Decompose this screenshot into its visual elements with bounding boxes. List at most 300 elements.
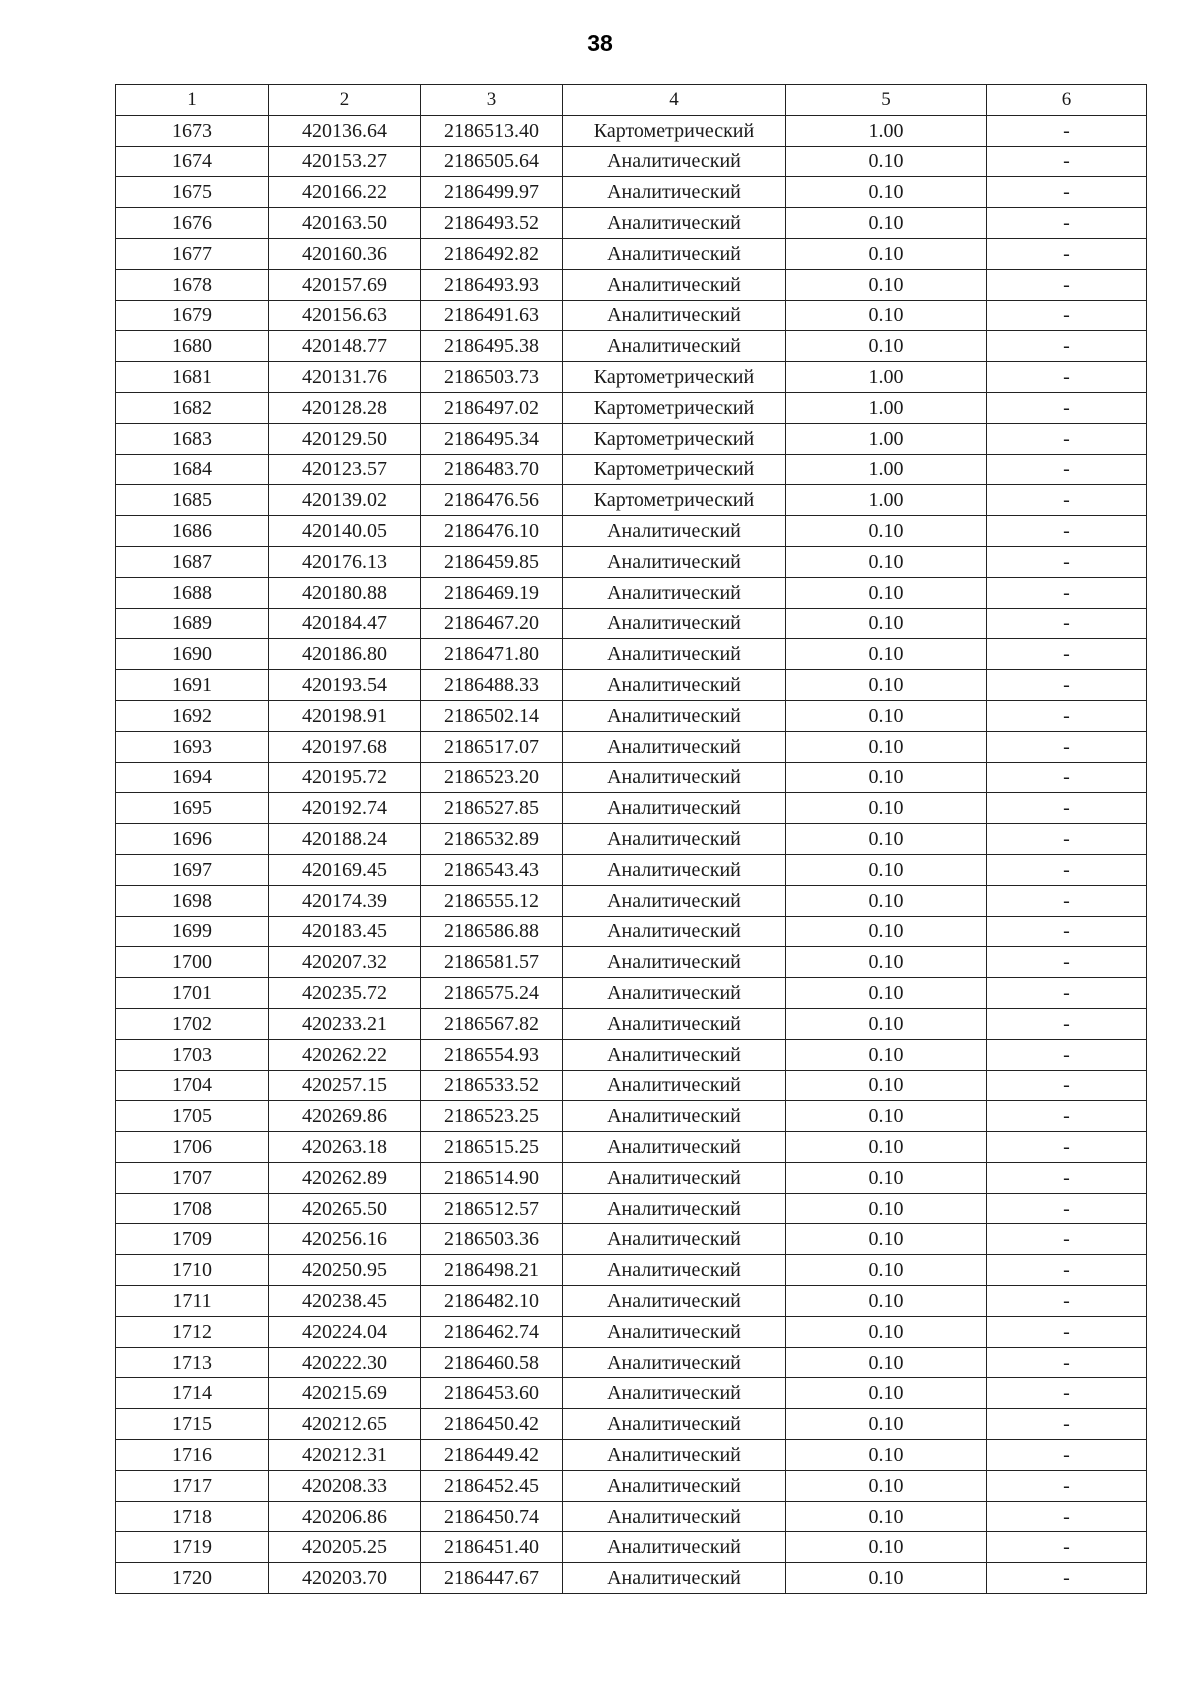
accuracy-cell: 0.10 [786,854,987,885]
y-coordinate-cell: 2186523.25 [421,1101,563,1132]
description-cell: - [987,1563,1147,1594]
x-coordinate-cell: 420153.27 [269,146,421,177]
point-number-cell: 1706 [116,1132,269,1163]
column-header-2: 2 [269,85,421,116]
description-cell: - [987,454,1147,485]
method-cell: Аналитический [563,978,786,1009]
y-coordinate-cell: 2186482.10 [421,1286,563,1317]
point-number-cell: 1720 [116,1563,269,1594]
method-cell: Аналитический [563,1193,786,1224]
description-cell: - [987,392,1147,423]
y-coordinate-cell: 2186515.25 [421,1132,563,1163]
x-coordinate-cell: 420160.36 [269,238,421,269]
table-row [116,331,1147,362]
x-coordinate-cell: 420198.91 [269,700,421,731]
point-number-cell: 1702 [116,1008,269,1039]
y-coordinate-cell: 2186476.56 [421,485,563,516]
table-row [116,1255,1147,1286]
x-coordinate-cell: 420128.28 [269,392,421,423]
accuracy-cell: 0.10 [786,731,987,762]
point-number-cell: 1677 [116,238,269,269]
table-row [116,854,1147,885]
table-row [116,269,1147,300]
y-coordinate-cell: 2186447.67 [421,1563,563,1594]
description-cell: - [987,115,1147,146]
column-header-1: 1 [116,85,269,116]
x-coordinate-cell: 420205.25 [269,1532,421,1563]
point-number-cell: 1697 [116,854,269,885]
table-row [116,700,1147,731]
column-header-3: 3 [421,85,563,116]
accuracy-cell: 0.10 [786,916,987,947]
table-row [116,300,1147,331]
method-cell: Аналитический [563,1224,786,1255]
x-coordinate-cell: 420206.86 [269,1501,421,1532]
x-coordinate-cell: 420257.15 [269,1070,421,1101]
description-cell: - [987,269,1147,300]
x-coordinate-cell: 420256.16 [269,1224,421,1255]
description-cell: - [987,639,1147,670]
accuracy-cell: 0.10 [786,762,987,793]
description-cell: - [987,331,1147,362]
method-cell: Аналитический [563,1409,786,1440]
description-cell: - [987,485,1147,516]
x-coordinate-cell: 420262.89 [269,1162,421,1193]
table-row [116,115,1147,146]
point-number-cell: 1719 [116,1532,269,1563]
method-cell: Аналитический [563,238,786,269]
point-number-cell: 1705 [116,1101,269,1132]
accuracy-cell: 0.10 [786,1101,987,1132]
table-row [116,1440,1147,1471]
accuracy-cell: 0.10 [786,577,987,608]
method-cell: Аналитический [563,1316,786,1347]
point-number-cell: 1681 [116,362,269,393]
description-cell: - [987,1532,1147,1563]
table-row [116,1378,1147,1409]
method-cell: Аналитический [563,916,786,947]
table-row [116,392,1147,423]
y-coordinate-cell: 2186492.82 [421,238,563,269]
x-coordinate-cell: 420215.69 [269,1378,421,1409]
accuracy-cell: 0.10 [786,1470,987,1501]
table-row [116,824,1147,855]
description-cell: - [987,1378,1147,1409]
x-coordinate-cell: 420197.68 [269,731,421,762]
accuracy-cell: 0.10 [786,208,987,239]
description-cell: - [987,1440,1147,1471]
point-number-cell: 1689 [116,608,269,639]
x-coordinate-cell: 420184.47 [269,608,421,639]
method-cell: Аналитический [563,1039,786,1070]
accuracy-cell: 1.00 [786,115,987,146]
table-row [116,238,1147,269]
x-coordinate-cell: 420183.45 [269,916,421,947]
x-coordinate-cell: 420176.13 [269,546,421,577]
x-coordinate-cell: 420140.05 [269,516,421,547]
point-number-cell: 1687 [116,546,269,577]
method-cell: Аналитический [563,1101,786,1132]
accuracy-cell: 0.10 [786,146,987,177]
table-row [116,516,1147,547]
y-coordinate-cell: 2186462.74 [421,1316,563,1347]
method-cell: Аналитический [563,762,786,793]
table-header [116,85,1147,116]
accuracy-cell: 0.10 [786,1132,987,1163]
y-coordinate-cell: 2186503.73 [421,362,563,393]
description-cell: - [987,916,1147,947]
table-row [116,1101,1147,1132]
accuracy-cell: 0.10 [786,1501,987,1532]
table-row [116,885,1147,916]
x-coordinate-cell: 420136.64 [269,115,421,146]
x-coordinate-cell: 420212.31 [269,1440,421,1471]
description-cell: - [987,146,1147,177]
method-cell: Аналитический [563,1470,786,1501]
table-body [116,115,1147,1593]
table-row [116,577,1147,608]
point-number-cell: 1703 [116,1039,269,1070]
table-row [116,485,1147,516]
point-number-cell: 1684 [116,454,269,485]
accuracy-cell: 1.00 [786,485,987,516]
table-row [116,1470,1147,1501]
x-coordinate-cell: 420180.88 [269,577,421,608]
accuracy-cell: 1.00 [786,454,987,485]
table-row [116,546,1147,577]
accuracy-cell: 0.10 [786,1255,987,1286]
description-cell: - [987,1070,1147,1101]
x-coordinate-cell: 420238.45 [269,1286,421,1317]
y-coordinate-cell: 2186543.43 [421,854,563,885]
accuracy-cell: 0.10 [786,300,987,331]
point-number-cell: 1676 [116,208,269,239]
y-coordinate-cell: 2186498.21 [421,1255,563,1286]
y-coordinate-cell: 2186532.89 [421,824,563,855]
x-coordinate-cell: 420157.69 [269,269,421,300]
description-cell: - [987,793,1147,824]
y-coordinate-cell: 2186493.52 [421,208,563,239]
description-cell: - [987,700,1147,731]
accuracy-cell: 1.00 [786,362,987,393]
coordinates-table [115,84,1147,1594]
table-row [116,423,1147,454]
table-row [116,1162,1147,1193]
y-coordinate-cell: 2186581.57 [421,947,563,978]
accuracy-cell: 0.10 [786,516,987,547]
x-coordinate-cell: 420174.39 [269,885,421,916]
x-coordinate-cell: 420193.54 [269,670,421,701]
x-coordinate-cell: 420207.32 [269,947,421,978]
point-number-cell: 1715 [116,1409,269,1440]
table-row [116,916,1147,947]
accuracy-cell: 0.10 [786,1409,987,1440]
accuracy-cell: 0.10 [786,1563,987,1594]
y-coordinate-cell: 2186586.88 [421,916,563,947]
method-cell: Аналитический [563,1440,786,1471]
table-row [116,177,1147,208]
description-cell: - [987,1132,1147,1163]
column-header-4: 4 [563,85,786,116]
description-cell: - [987,1008,1147,1039]
description-cell: - [987,238,1147,269]
point-number-cell: 1700 [116,947,269,978]
method-cell: Картометрический [563,485,786,516]
x-coordinate-cell: 420131.76 [269,362,421,393]
table-row [116,639,1147,670]
method-cell: Аналитический [563,1501,786,1532]
table-row [116,1132,1147,1163]
point-number-cell: 1718 [116,1501,269,1532]
point-number-cell: 1673 [116,115,269,146]
point-number-cell: 1682 [116,392,269,423]
description-cell: - [987,762,1147,793]
accuracy-cell: 0.10 [786,824,987,855]
x-coordinate-cell: 420262.22 [269,1039,421,1070]
y-coordinate-cell: 2186517.07 [421,731,563,762]
table-row [116,146,1147,177]
x-coordinate-cell: 420156.63 [269,300,421,331]
x-coordinate-cell: 420192.74 [269,793,421,824]
y-coordinate-cell: 2186502.14 [421,700,563,731]
description-cell: - [987,577,1147,608]
y-coordinate-cell: 2186471.80 [421,639,563,670]
y-coordinate-cell: 2186451.40 [421,1532,563,1563]
description-cell: - [987,1470,1147,1501]
y-coordinate-cell: 2186495.34 [421,423,563,454]
method-cell: Аналитический [563,146,786,177]
x-coordinate-cell: 420235.72 [269,978,421,1009]
point-number-cell: 1714 [116,1378,269,1409]
method-cell: Аналитический [563,731,786,762]
x-coordinate-cell: 420208.33 [269,1470,421,1501]
point-number-cell: 1701 [116,978,269,1009]
y-coordinate-cell: 2186533.52 [421,1070,563,1101]
table-row [116,608,1147,639]
description-cell: - [987,1039,1147,1070]
table-row [116,1563,1147,1594]
method-cell: Картометрический [563,454,786,485]
description-cell: - [987,208,1147,239]
description-cell: - [987,1316,1147,1347]
method-cell: Картометрический [563,362,786,393]
method-cell: Картометрический [563,392,786,423]
point-number-cell: 1694 [116,762,269,793]
description-cell: - [987,1501,1147,1532]
table-row [116,731,1147,762]
point-number-cell: 1698 [116,885,269,916]
y-coordinate-cell: 2186505.64 [421,146,563,177]
accuracy-cell: 1.00 [786,423,987,454]
y-coordinate-cell: 2186450.42 [421,1409,563,1440]
method-cell: Аналитический [563,1563,786,1594]
method-cell: Аналитический [563,300,786,331]
point-number-cell: 1709 [116,1224,269,1255]
y-coordinate-cell: 2186488.33 [421,670,563,701]
page-number: 38 [587,30,613,56]
point-number-cell: 1680 [116,331,269,362]
method-cell: Аналитический [563,331,786,362]
table-row [116,1286,1147,1317]
point-number-cell: 1685 [116,485,269,516]
accuracy-cell: 0.10 [786,1286,987,1317]
y-coordinate-cell: 2186514.90 [421,1162,563,1193]
accuracy-cell: 0.10 [786,1039,987,1070]
y-coordinate-cell: 2186483.70 [421,454,563,485]
accuracy-cell: 0.10 [786,1347,987,1378]
point-number-cell: 1710 [116,1255,269,1286]
method-cell: Аналитический [563,177,786,208]
table-row [116,1409,1147,1440]
y-coordinate-cell: 2186459.85 [421,546,563,577]
x-coordinate-cell: 420222.30 [269,1347,421,1378]
table-row [116,978,1147,1009]
accuracy-cell: 0.10 [786,1193,987,1224]
point-number-cell: 1713 [116,1347,269,1378]
table-row [116,793,1147,824]
method-cell: Аналитический [563,1132,786,1163]
x-coordinate-cell: 420224.04 [269,1316,421,1347]
method-cell: Аналитический [563,639,786,670]
point-number-cell: 1692 [116,700,269,731]
x-coordinate-cell: 420269.86 [269,1101,421,1132]
point-number-cell: 1696 [116,824,269,855]
description-cell: - [987,731,1147,762]
method-cell: Аналитический [563,700,786,731]
accuracy-cell: 0.10 [786,1440,987,1471]
table-row [116,1224,1147,1255]
y-coordinate-cell: 2186567.82 [421,1008,563,1039]
y-coordinate-cell: 2186453.60 [421,1378,563,1409]
method-cell: Аналитический [563,793,786,824]
description-cell: - [987,177,1147,208]
accuracy-cell: 0.10 [786,608,987,639]
accuracy-cell: 0.10 [786,177,987,208]
method-cell: Аналитический [563,1532,786,1563]
x-coordinate-cell: 420129.50 [269,423,421,454]
accuracy-cell: 0.10 [786,1224,987,1255]
y-coordinate-cell: 2186452.45 [421,1470,563,1501]
point-number-cell: 1688 [116,577,269,608]
accuracy-cell: 0.10 [786,1316,987,1347]
x-coordinate-cell: 420212.65 [269,1409,421,1440]
table-row [116,1039,1147,1070]
y-coordinate-cell: 2186575.24 [421,978,563,1009]
description-cell: - [987,885,1147,916]
method-cell: Аналитический [563,577,786,608]
description-cell: - [987,516,1147,547]
y-coordinate-cell: 2186513.40 [421,115,563,146]
point-number-cell: 1686 [116,516,269,547]
column-header-5: 5 [786,85,987,116]
table-row [116,1193,1147,1224]
point-number-cell: 1678 [116,269,269,300]
accuracy-cell: 0.10 [786,639,987,670]
point-number-cell: 1695 [116,793,269,824]
y-coordinate-cell: 2186523.20 [421,762,563,793]
accuracy-cell: 0.10 [786,1532,987,1563]
table-row [116,1347,1147,1378]
description-cell: - [987,978,1147,1009]
description-cell: - [987,947,1147,978]
x-coordinate-cell: 420263.18 [269,1132,421,1163]
table-row [116,1501,1147,1532]
y-coordinate-cell: 2186476.10 [421,516,563,547]
accuracy-cell: 1.00 [786,392,987,423]
description-cell: - [987,1193,1147,1224]
point-number-cell: 1675 [116,177,269,208]
x-coordinate-cell: 420250.95 [269,1255,421,1286]
method-cell: Аналитический [563,269,786,300]
table-row [116,454,1147,485]
point-number-cell: 1690 [116,639,269,670]
table-row [116,1070,1147,1101]
method-cell: Аналитический [563,608,786,639]
accuracy-cell: 0.10 [786,700,987,731]
y-coordinate-cell: 2186555.12 [421,885,563,916]
table-row [116,1532,1147,1563]
y-coordinate-cell: 2186491.63 [421,300,563,331]
y-coordinate-cell: 2186499.97 [421,177,563,208]
point-number-cell: 1712 [116,1316,269,1347]
description-cell: - [987,1101,1147,1132]
description-cell: - [987,300,1147,331]
description-cell: - [987,670,1147,701]
y-coordinate-cell: 2186467.20 [421,608,563,639]
y-coordinate-cell: 2186450.74 [421,1501,563,1532]
y-coordinate-cell: 2186460.58 [421,1347,563,1378]
method-cell: Аналитический [563,1286,786,1317]
method-cell: Аналитический [563,1070,786,1101]
description-cell: - [987,546,1147,577]
accuracy-cell: 0.10 [786,885,987,916]
x-coordinate-cell: 420163.50 [269,208,421,239]
table-row [116,947,1147,978]
accuracy-cell: 0.10 [786,978,987,1009]
point-number-cell: 1717 [116,1470,269,1501]
x-coordinate-cell: 420203.70 [269,1563,421,1594]
description-cell: - [987,1162,1147,1193]
y-coordinate-cell: 2186512.57 [421,1193,563,1224]
method-cell: Картометрический [563,423,786,454]
description-cell: - [987,362,1147,393]
method-cell: Аналитический [563,885,786,916]
description-cell: - [987,608,1147,639]
method-cell: Аналитический [563,1008,786,1039]
description-cell: - [987,1409,1147,1440]
x-coordinate-cell: 420186.80 [269,639,421,670]
table-row [116,762,1147,793]
point-number-cell: 1679 [116,300,269,331]
x-coordinate-cell: 420166.22 [269,177,421,208]
method-cell: Аналитический [563,670,786,701]
column-header-6: 6 [987,85,1147,116]
method-cell: Аналитический [563,947,786,978]
description-cell: - [987,1255,1147,1286]
method-cell: Аналитический [563,854,786,885]
x-coordinate-cell: 420123.57 [269,454,421,485]
y-coordinate-cell: 2186497.02 [421,392,563,423]
y-coordinate-cell: 2186493.93 [421,269,563,300]
point-number-cell: 1716 [116,1440,269,1471]
description-cell: - [987,423,1147,454]
y-coordinate-cell: 2186449.42 [421,1440,563,1471]
x-coordinate-cell: 420188.24 [269,824,421,855]
method-cell: Аналитический [563,208,786,239]
y-coordinate-cell: 2186503.36 [421,1224,563,1255]
accuracy-cell: 0.10 [786,1070,987,1101]
method-cell: Аналитический [563,1378,786,1409]
